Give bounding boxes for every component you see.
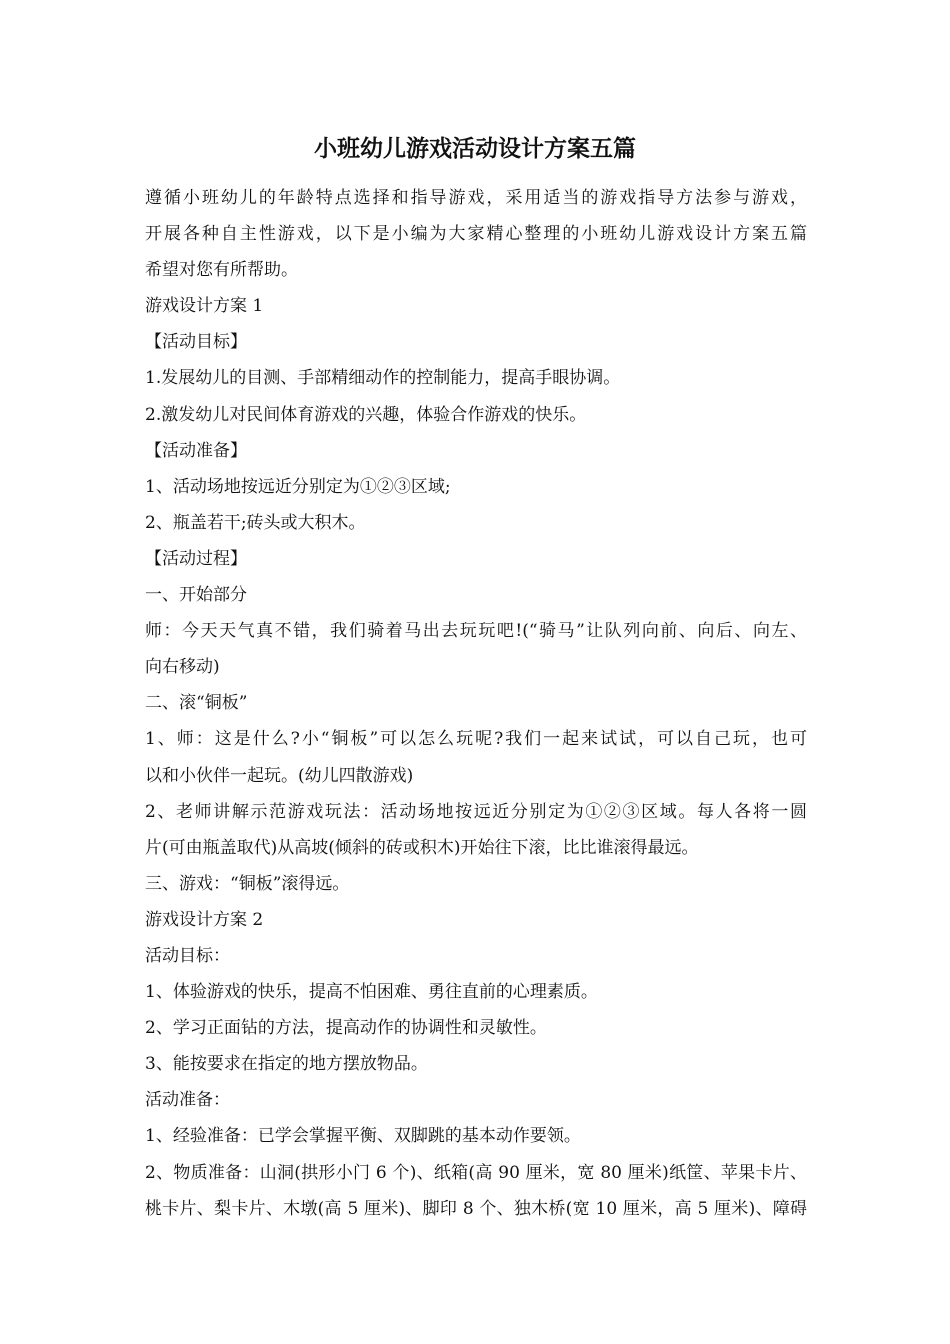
text-line: 活动目标： (145, 945, 230, 966)
text-line: 师：今天天气真不错，我们骑着马出去玩玩吧!(“骑马”让队列向前、向后、向左、 (145, 621, 807, 642)
text-line: 三、游戏：“铜板”滚得远。 (145, 873, 350, 894)
text-line: 游戏设计方案 1 (145, 296, 264, 317)
document-body (145, 180, 807, 1227)
text-line: 桃卡片、梨卡片、木墩(高 5 厘米)、脚印 8 个、独木桥(宽 10 厘米，高 5 厘米)、障碍 (145, 1198, 807, 1219)
text-line: 【活动过程】 (145, 548, 247, 569)
text-line: 一、开始部分 (145, 585, 247, 606)
text-line: 2、学习正面钻的方法，提高动作的协调性和灵敏性。 (145, 1018, 547, 1039)
text-line: 遵循小班幼儿的年龄特点选择和指导游戏，采用适当的游戏指导方法参与游戏， (145, 188, 807, 208)
text-line: 以和小伙伴一起玩。(幼儿四散游戏) (145, 765, 414, 786)
text-line: 【活动目标】 (145, 332, 247, 353)
text-line: 1、体验游戏的快乐，提高不怕困难、勇往直前的心理素质。 (145, 982, 598, 1003)
text-line: 希望对您有所帮助。 (145, 260, 298, 281)
text-line: 二、滚“铜板” (145, 693, 248, 714)
text-line: 向右移动) (145, 657, 220, 678)
text-line: 2、物质准备：山洞(拱形小门 6 个)、纸箱(高 90 厘米，宽 80 厘米)纸筐、苹果卡片、 (145, 1162, 807, 1183)
text-line: 2、瓶盖若干;砖头或大积木。 (145, 512, 366, 533)
text-line: 3、能按要求在指定的地方摆放物品。 (145, 1054, 428, 1075)
text-line: 2、老师讲解示范游戏玩法：活动场地按远近分别定为①②③区域。每人各将一圆 (145, 801, 807, 822)
text-line: 1、经验准备：已学会掌握平衡、双脚跳的基本动作要领。 (145, 1126, 581, 1147)
text-line: 活动准备： (145, 1090, 230, 1111)
text-line: 开展各种自主性游戏，以下是小编为大家精心整理的小班幼儿游戏设计方案五篇 (145, 224, 807, 245)
text-line: 1.发展幼儿的目测、手部精细动作的控制能力，提高手眼协调。 (145, 368, 621, 389)
text-line: 片(可由瓶盖取代)从高坡(倾斜的砖或积木)开始往下滚，比比谁滚得最远。 (145, 837, 699, 858)
text-line: 1、师：这是什么?小“铜板”可以怎么玩呢?我们一起来试试，可以自己玩，也可 (145, 729, 807, 750)
text-line: 1、活动场地按远近分别定为①②③区域; (145, 476, 451, 497)
text-line: 【活动准备】 (145, 440, 247, 461)
text-line: 2.激发幼儿对民间体育游戏的兴趣，体验合作游戏的快乐。 (145, 404, 587, 425)
document-title: 小班幼儿游戏活动设计方案五篇 (314, 135, 636, 162)
text-line: 游戏设计方案 2 (145, 909, 264, 930)
